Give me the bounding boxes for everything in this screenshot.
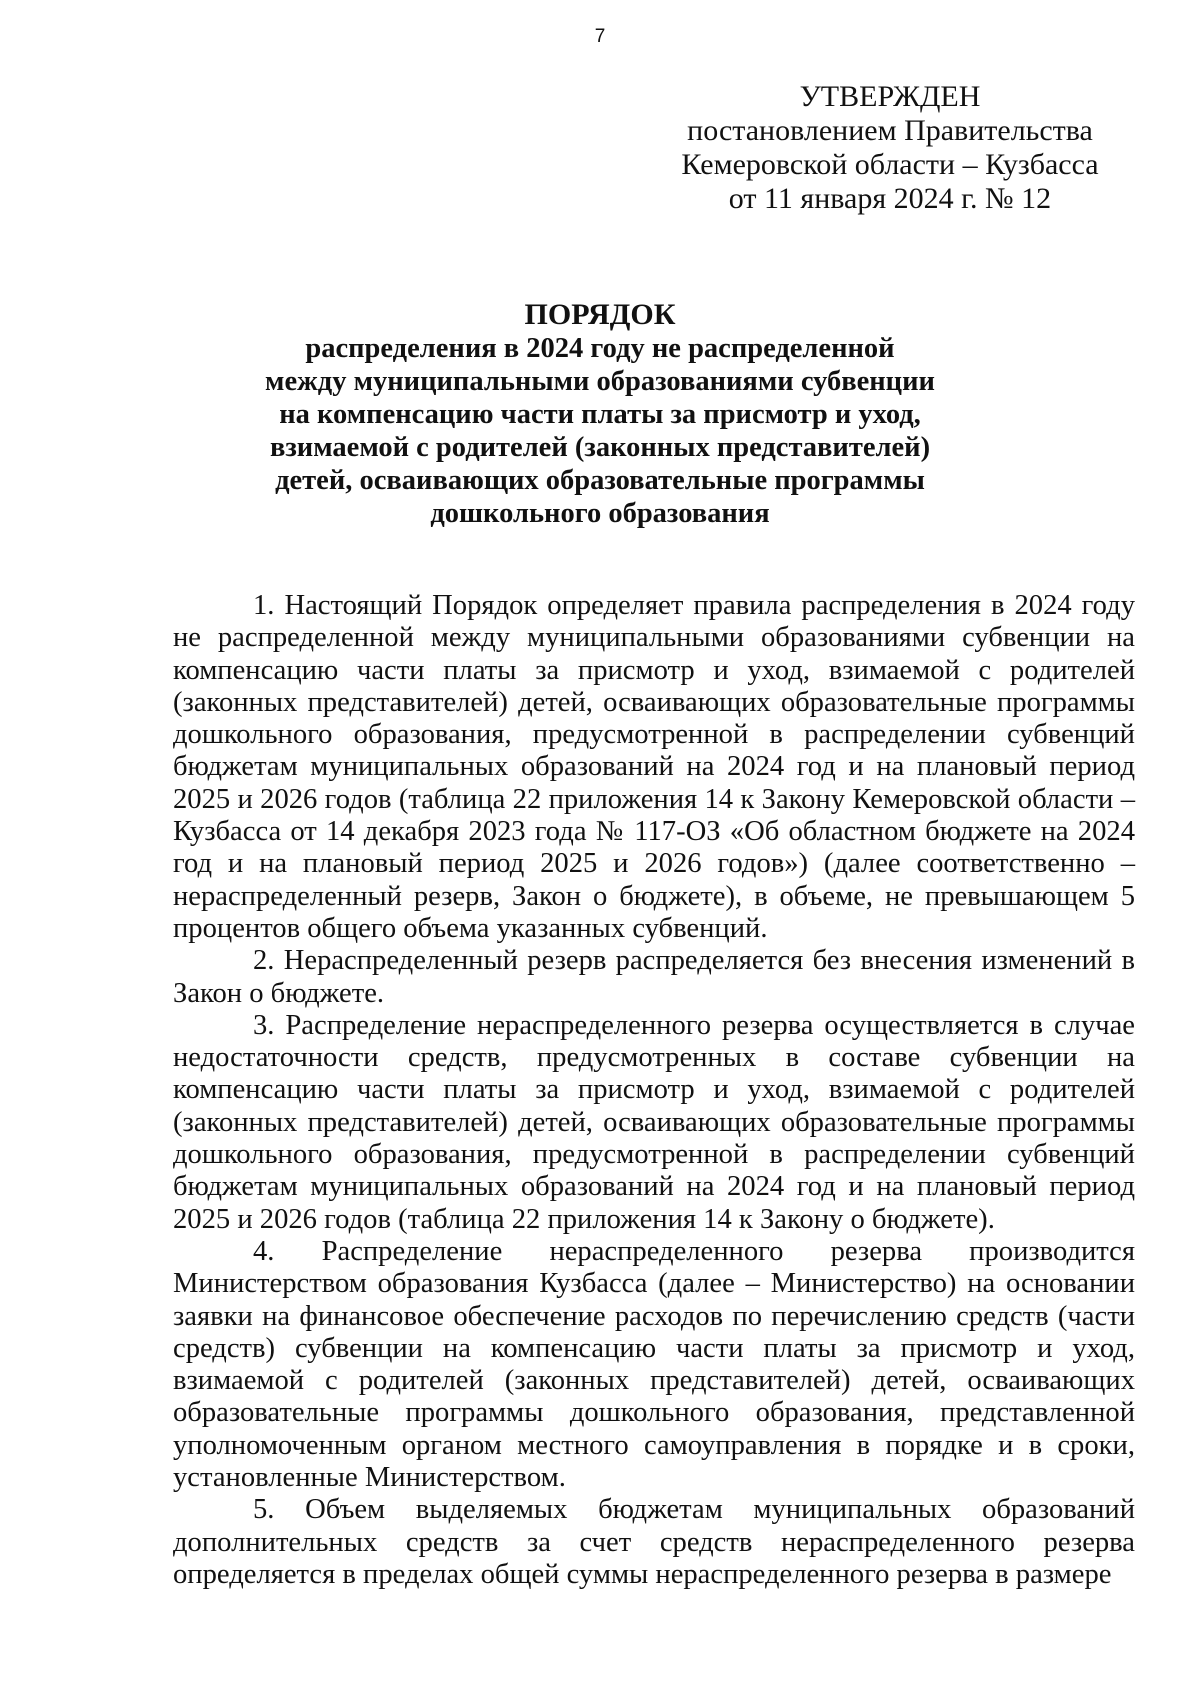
title-line: на компенсацию части платы за присмотр и уход, [279, 399, 921, 430]
paragraph-5: 5. Объем выделяемых бюджетам муниципальных образований дополнительных средств за счет средств нераспределенного резерва определяется в пределах общей суммы нераспределенного резерва в размере [173, 1494, 1135, 1590]
paragraph-4: 4. Распределение нераспределенного резерва производится Министерством образования Кузбасса (далее – Министерство) на основании заявки на финансовое обеспечение расходов по перечислению средств (части средств) субвенции на компенсацию части платы за присмотр и уход, взимаемой с родителей (законных представителей) детей, осваивающих образовательные программы дошкольного образования, представленной уполномоченным органом местного самоуправления в порядке и в сроки, установленные Министерством. [173, 1235, 1135, 1494]
title-line: детей, осваивающих образовательные программы [275, 465, 925, 496]
document-body [173, 590, 1135, 1591]
approval-heading: УТВЕРЖДЕН [799, 80, 981, 113]
document-title: ПОРЯДОК [524, 298, 676, 331]
title-line: распределения в 2024 году не распределенной [305, 333, 895, 364]
approval-stamp-block [640, 80, 1140, 216]
paragraph-1: 1. Настоящий Порядок определяет правила распределения в 2024 году не распределенной между муниципальными образованиями субвенции на компенсацию части платы за присмотр и уход, взимаемой с родителей (законных представителей) детей, осваивающих образовательные программы дошкольного образования, предусмотренной в распределении субвенций бюджетам муниципальных образований на 2024 год и на плановый период 2025 и 2026 годов (таблица 22 приложения 14 к Закону Кемеровской области – Кузбасса от 14 декабря 2023 года № 117-ОЗ «Об областном бюджете на 2024 год и на плановый период 2025 и 2026 годов») (далее соответственно – нераспределенный резерв, Закон о бюджете), в объеме, не превышающем 5 процентов общего объема указанных субвенций. [173, 590, 1135, 944]
title-line: дошкольного образования [430, 498, 770, 529]
paragraph-3: 3. Распределение нераспределенного резерва осуществляется в случае недостаточности средств, предусмотренных в составе субвенции на компенсацию части платы за присмотр и уход, взимаемой с родителей (законных представителей) детей, осваивающих образовательные программы дошкольного образования, предусмотренной в распределении субвенций бюджетам муниципальных образований на 2024 год и на плановый период 2025 и 2026 годов (таблица 22 приложения 14 к Закону о бюджете). [173, 1009, 1135, 1235]
approval-region: Кемеровской области – Кузбасса [681, 148, 1099, 181]
document-title-block [150, 298, 1050, 530]
approval-issuer: постановлением Правительства [687, 114, 1093, 147]
title-line: между муниципальными образованиями субвенции [265, 366, 935, 397]
title-line: взимаемой с родителей (законных представителей) [269, 432, 931, 463]
paragraph-2: 2. Нераспределенный резерв распределяется без внесения изменений в Закон о бюджете. [173, 945, 1135, 1009]
approval-date: от 11 января 2024 г. № 12 [728, 182, 1052, 215]
page-number: 7 [594, 26, 606, 47]
